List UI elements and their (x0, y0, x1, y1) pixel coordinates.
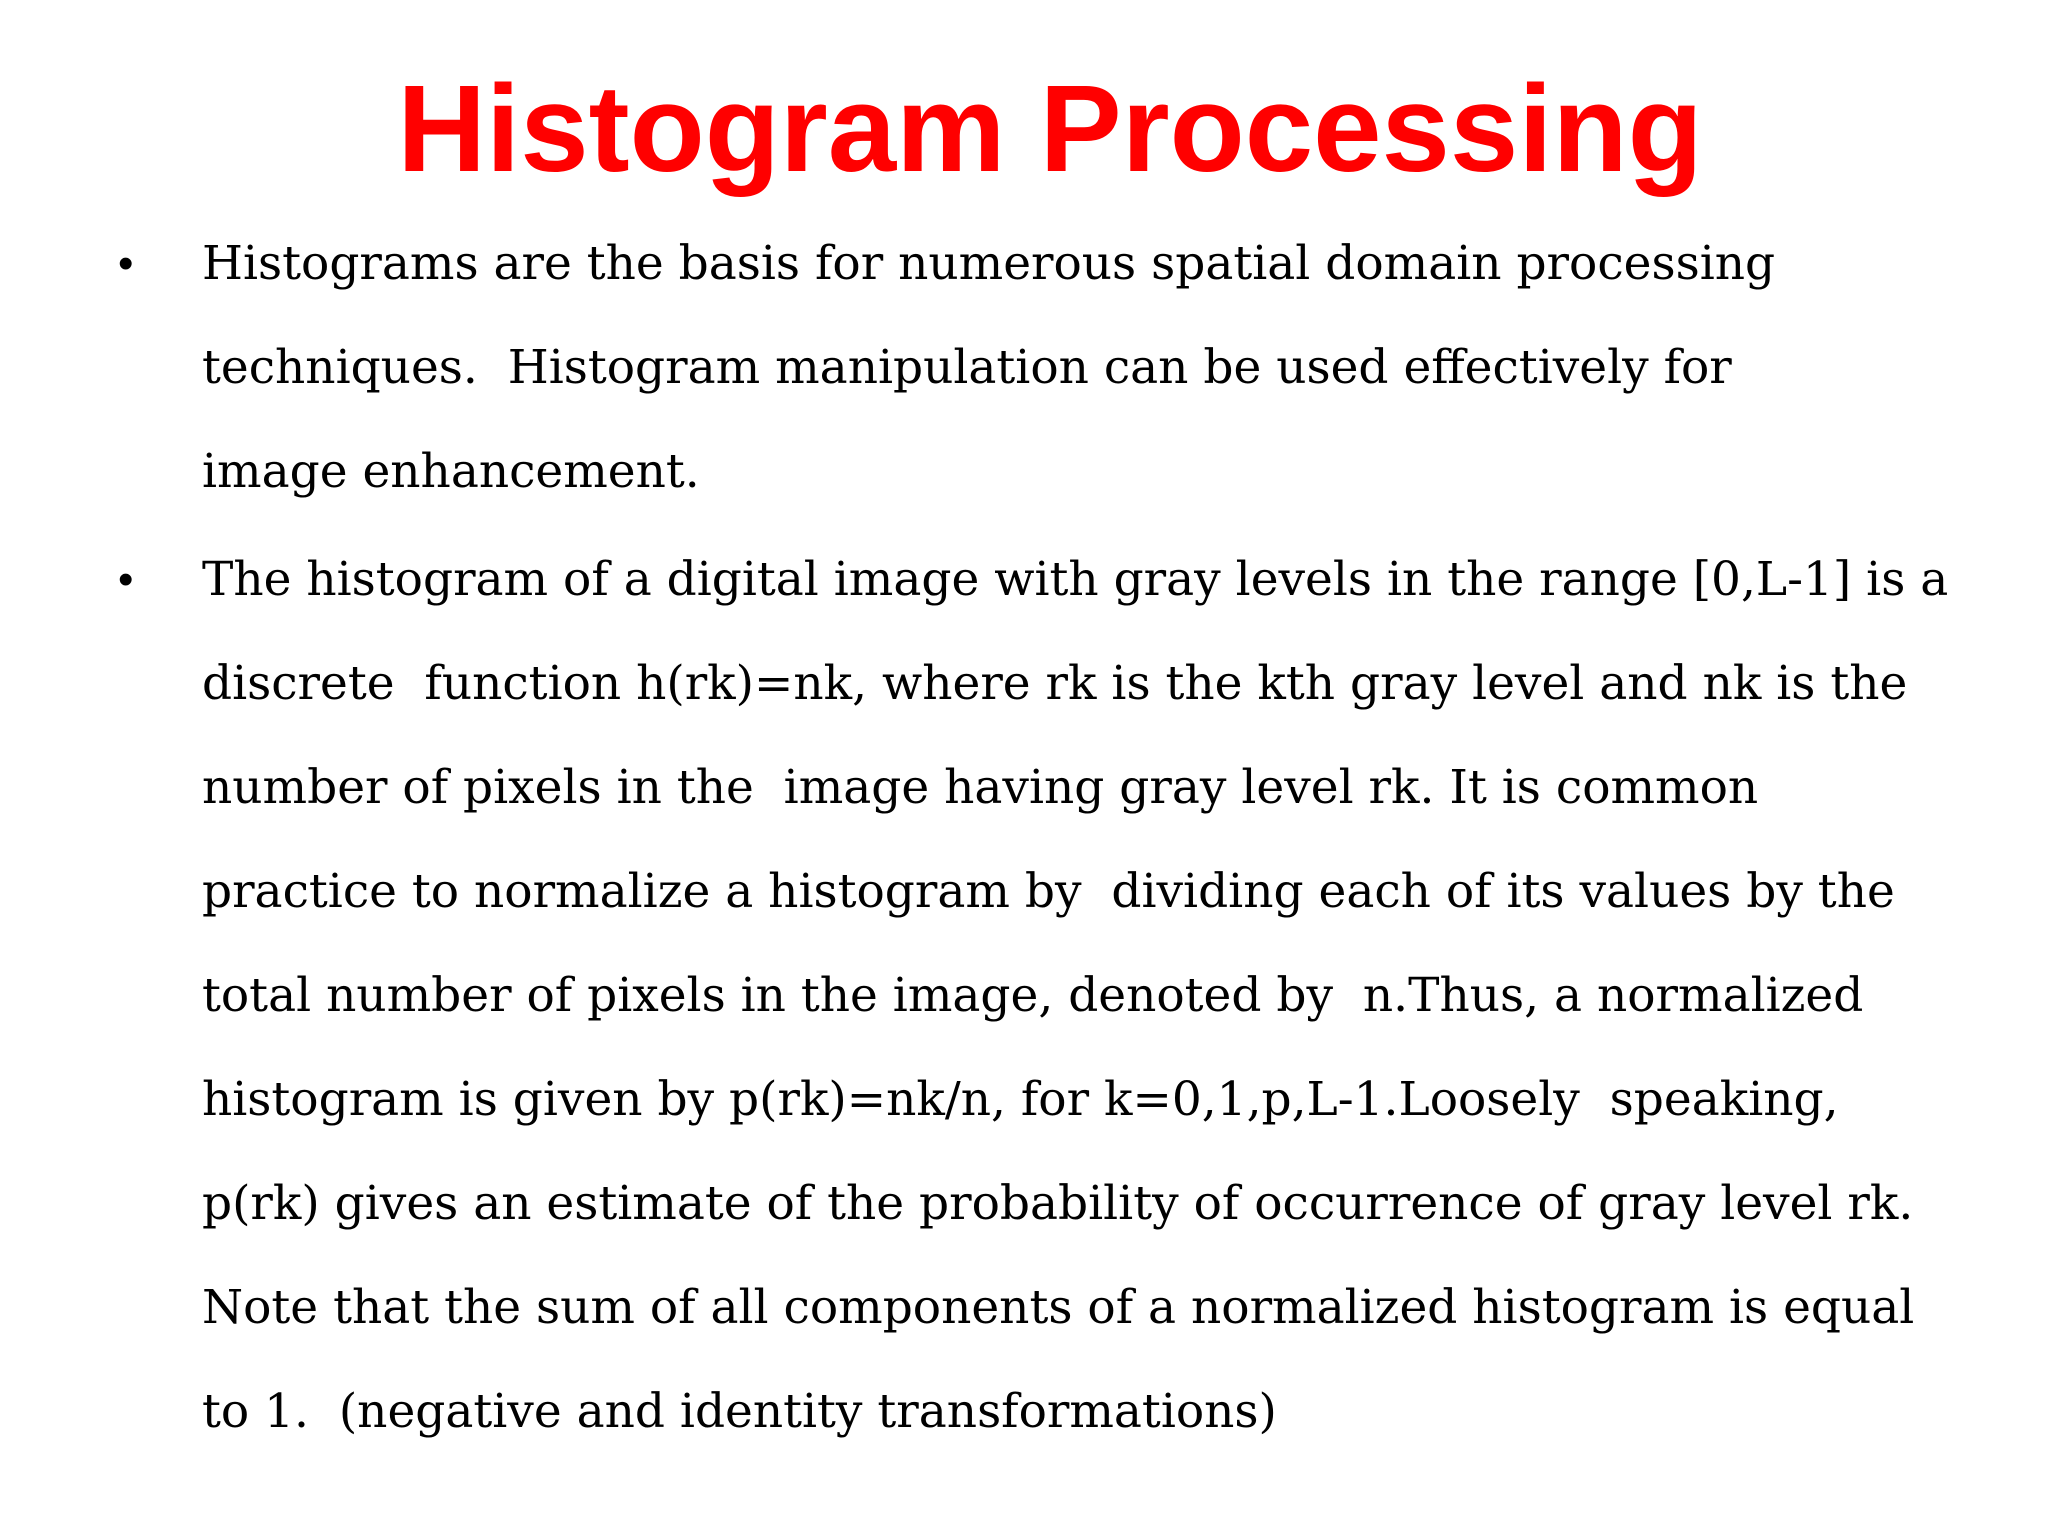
bullet-text-2 (202, 528, 1998, 1464)
bullet-dot-icon: • (118, 555, 134, 604)
text-line: to 1. (negative and identity transformations) (202, 1384, 1277, 1439)
text-line: total number of pixels in the image, denoted by n.Thus, a normalized (202, 968, 1864, 1023)
text-line: Histograms are the basis for numerous spatial domain processing (202, 236, 1776, 291)
text-line: Note that the sum of all components of a normalized histogram is equal (202, 1280, 1915, 1335)
text-line: techniques. Histogram manipulation can be used effectively for (202, 340, 1732, 395)
text-line: p(rk) gives an estimate of the probability of occurrence of gray level rk. (202, 1176, 1914, 1231)
text-line: image enhancement. (202, 444, 700, 499)
bullet-list (118, 212, 1998, 1468)
slide-title: Histogram Processing (397, 61, 1703, 198)
text-line: practice to normalize a histogram by dividing each of its values by the (202, 864, 1895, 919)
bullet-item-2 (118, 528, 1998, 1464)
text-line: discrete function h(rk)=nk, where rk is the kth gray level and nk is the (202, 656, 1908, 711)
text-line: number of pixels in the image having gray level rk. It is common (202, 760, 1759, 815)
text-line: The histogram of a digital image with gray levels in the range [0,L-1] is a (202, 552, 1949, 607)
bullet-dot-icon: • (118, 239, 134, 288)
bullet-item-1 (118, 212, 1998, 524)
text-line: histogram is given by p(rk)=nk/n, for k=0,1,p,L-1.Loosely speaking, (202, 1072, 1839, 1127)
bullet-text-1 (202, 212, 1998, 524)
